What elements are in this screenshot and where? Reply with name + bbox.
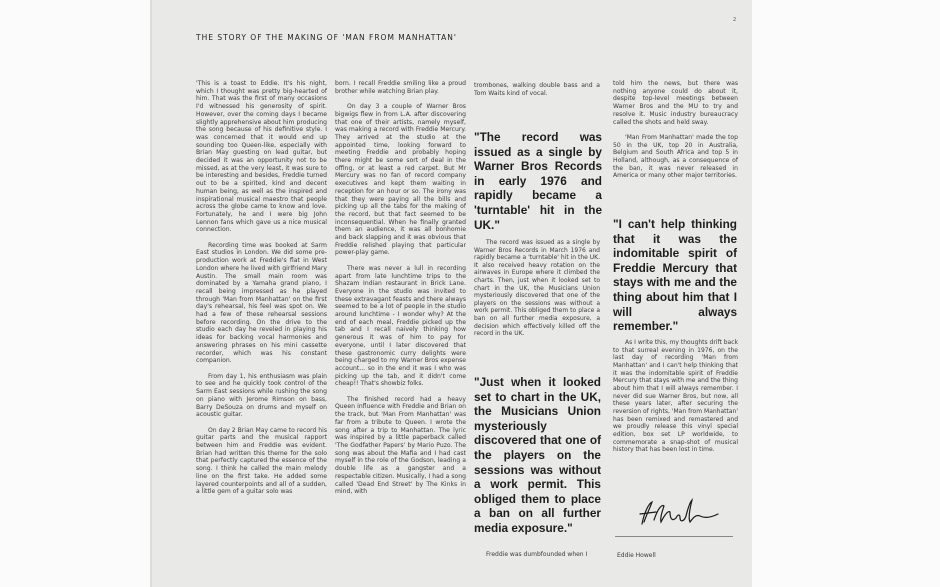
paragraph: From day 1, his enthusiasm was plain to see and he quickly took control of the Sarm East sessions while rushing the song on piano with Jerome Rimson on bass, Barry DeSouza on drums and myself on acoustic guitar. [196, 372, 327, 419]
column-3-bottom [474, 551, 600, 559]
column-1 [196, 80, 327, 504]
paragraph: Freddie was dumbfounded when I [486, 551, 588, 558]
paragraph: The finished record had a heavy Queen influence with Freddie and Brian on the track, but 'Man From Manhattan' was far from a tribute to Queen. I wrote the song after a trip to Manhattan. The lyric was inspired by a little paperback called 'The Godfather Papers' by Mario Puzo. The song was about the Mafia and I had cast myself in the role of the Godson, leading a double life as a gangster and a respectable citizen. Musically, I had a song called 'Dead End Street' by The Kinks in mind, with [335, 395, 466, 496]
paragraph: 'This is a toast to Eddie. It's his night, which I thought was pretty big-hearted of him. That was the first of many occasions I'd witnessed his generosity of spirit. However, over the coming days I became slightly apprehensive about him producing the song because of his definitive style. I was concerned that it would end up sounding too Queen-like, especially with Brian May guesting on lead guitar, but decided it was an opportunity not to be missed, as at the very least, it was sure to be interesting and besides, Freddie turned out to be a spirited, kind and decent human being, as well as the inspired and inspirational musical maestro that people across the globe came to know and love. Fortunately, he and I were big John Lennon fans which gave us a nice musical connection. [196, 80, 327, 234]
pull-quote-1: "The record was issued as a single by Warner Bros Records in early 1976 and rapidly became a 'turntable' hit in the UK." [474, 130, 602, 232]
column-4 [613, 80, 738, 188]
paragraph: trombones, walking double bass and a Tom Waits kind of vocal. [474, 82, 600, 97]
paragraph: As I write this, my thoughts drift back to that surreal evening in 1976, on the last day of recording 'Man from Manhattan' and I can't help thinking that it was the indomitable spirit of Freddie Mercury that stays with me and the thing about him that I will always remember. I never did sue Warner Bros, but now, all these years later, after securing the reversion of rights, 'Man from Manhattan' has been remixed and remastered and we proudly release this vinyl special edition, box set LP worldwide, to commemorate a snap-shot of musical history that has been lost in time. [613, 339, 738, 454]
page-number: 2 [733, 17, 737, 23]
paragraph: There was never a lull in recording apart from late lunchtime trips to the Shazam Indian restaurant in Brick Lane. Everyone in the studio was invited to these extravagant feasts and there always seemed to be a lot of people in the studio around lunchtime - I wonder why? At the end of each meal, Freddie picked up the tab and I recall naively thinking how generous it was of him to pay for everyone, until I later discovered that these gastronomic curry delights were being charged to my Warner Bros expense account... so in the end it was I who was picking up the tab, and it didn't come cheap!! That's showbiz folks. [335, 264, 466, 388]
pull-quote-3: "Just when it looked set to chart in the UK, the Musicians Union mysteriously discovered that one of the players on the sessions was without a work permit. This obliged them to place a ban on all further media exposure." [474, 375, 601, 535]
page-edge [150, 0, 152, 587]
page-title: THE STORY OF THE MAKING OF 'MAN FROM MANHATTAN' [196, 33, 457, 42]
paragraph: 'Man From Manhattan' made the top 50 in the UK, top 20 in Australia, Belgium and South Africa and top 5 in Holland, although, as a consequence of the ban, it was never released in America or many other major territories. [613, 133, 738, 180]
paragraph: born. I recall Freddie smiling like a proud brother while watching Brian play. [335, 80, 466, 95]
signature-line [615, 536, 733, 537]
paragraph: The record was issued as a single by Warner Bros Records in March 1976 and rapidly became a 'turntable' hit in the UK. It also received heavy rotation on the airwaves in Europe where it climbed the charts. Then, just when it looked set to chart in the UK, the Musicians Union mysteriously discovered that one of the players on the sessions was without a work permit. This obliged them to place a ban on all further media exposure, a decision which effectively killed off the record in the UK. [474, 239, 600, 338]
column-4-bottom [613, 339, 738, 454]
paragraph: On day 2 Brian May came to record his guitar parts and the musical rapport between him and Freddie was evident. Brian had written this theme for the solo that perfectly captured the essence of the song. I think he called the main melody line on the first take. He added some layered counterpoints and all of a sudden, a little gem of a guitar solo was [196, 426, 327, 496]
column-3 [474, 82, 600, 105]
paragraph: Recording time was booked at Sarm East studios in London. We did some pre-production work at Freddie's flat in West London where he lived with girlfriend Mary Austin. The small main room was dominated by a Yamaha grand piano, I recall being impressed as he played through 'Man from Manhattan' on the first day's rehearsal, his feel was spot on. We had a few of these rehearsal sessions before recording. On the drive to the studio each day he reveled in playing his ideas for backing vocal harmonies and answering phrases on his mini cassette recorder, which was his constant companion. [196, 241, 327, 365]
signature [630, 494, 730, 532]
paragraph: On day 3 a couple of Warner Bros bigwigs flew in from L.A. after discovering that one of their artists, namely myself, was making a record with Freddie Mercury. They arrived at the studio at the appointed time, looking forward to meeting Freddie and probably hoping there might be some sort of deal in the offing, or at least a red carpet. But Mr Mercury was no fan of record company executives and kept them waiting in reception for an hour or so. The irony was that they were paying all the bills and picking up all the tabs for the making of the record, but that fact seemed to be inconsequential. When he finally granted them an audience, it was all bonhomie and back slapping and it was obvious that Freddie relished playing that particular power-play game. [335, 103, 466, 257]
paragraph: told him the news, but there was nothing anyone could do about it, despite top-level meetings between Warner Bros and the MU to try and resolve it. Music industry bureaucracy called the shots and held sway. [613, 80, 738, 126]
signature-name: Eddie Howell [617, 552, 656, 559]
pull-quote-2: "I can't help thinking that it was the indomitable spirit of Freddie Mercury that stays with me and the thing about him that I will always remember." [613, 217, 737, 334]
column-2 [335, 80, 466, 504]
column-3-middle [474, 239, 600, 338]
